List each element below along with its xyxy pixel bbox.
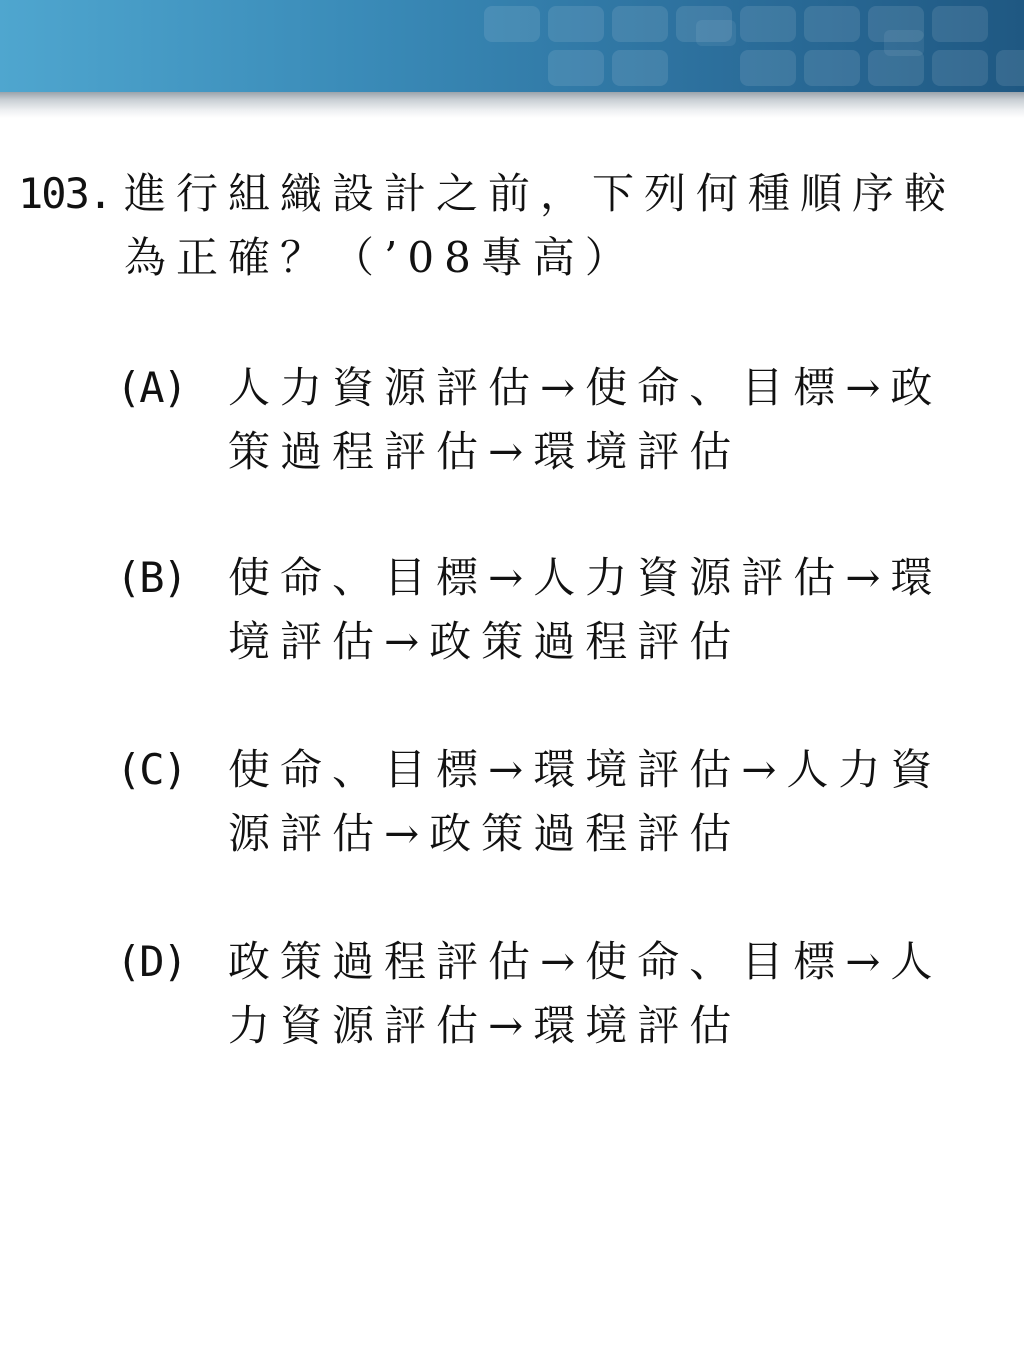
option-label: (C) — [116, 745, 186, 794]
option-text — [228, 356, 988, 484]
option-line: 人力資源評估→使命、目標→政 — [228, 363, 943, 412]
option-text — [228, 738, 988, 866]
option-text — [228, 546, 988, 674]
question-text — [124, 162, 984, 290]
question-number: 103. — [18, 169, 112, 218]
question-line: 為正確？（’08專高） — [124, 233, 637, 282]
option-text — [228, 930, 988, 1058]
option-line: 力資源評估→環境評估 — [228, 1001, 742, 1050]
option-line: 策過程評估→環境評估 — [228, 427, 742, 476]
option-line: 政策過程評估→使命、目標→人 — [228, 937, 943, 986]
option-label: (A) — [116, 363, 186, 412]
option-line: 源評估→政策過程評估 — [228, 809, 742, 858]
option-line: 使命、目標→人力資源評估→環 — [228, 553, 943, 602]
question-line: 進行組織設計之前，下列何種順序較 — [124, 169, 957, 218]
option-label: (D) — [116, 937, 186, 986]
option-line: 使命、目標→環境評估→人力資 — [228, 745, 943, 794]
option-line: 境評估→政策過程評估 — [228, 617, 742, 666]
option-label: (B) — [116, 553, 186, 602]
